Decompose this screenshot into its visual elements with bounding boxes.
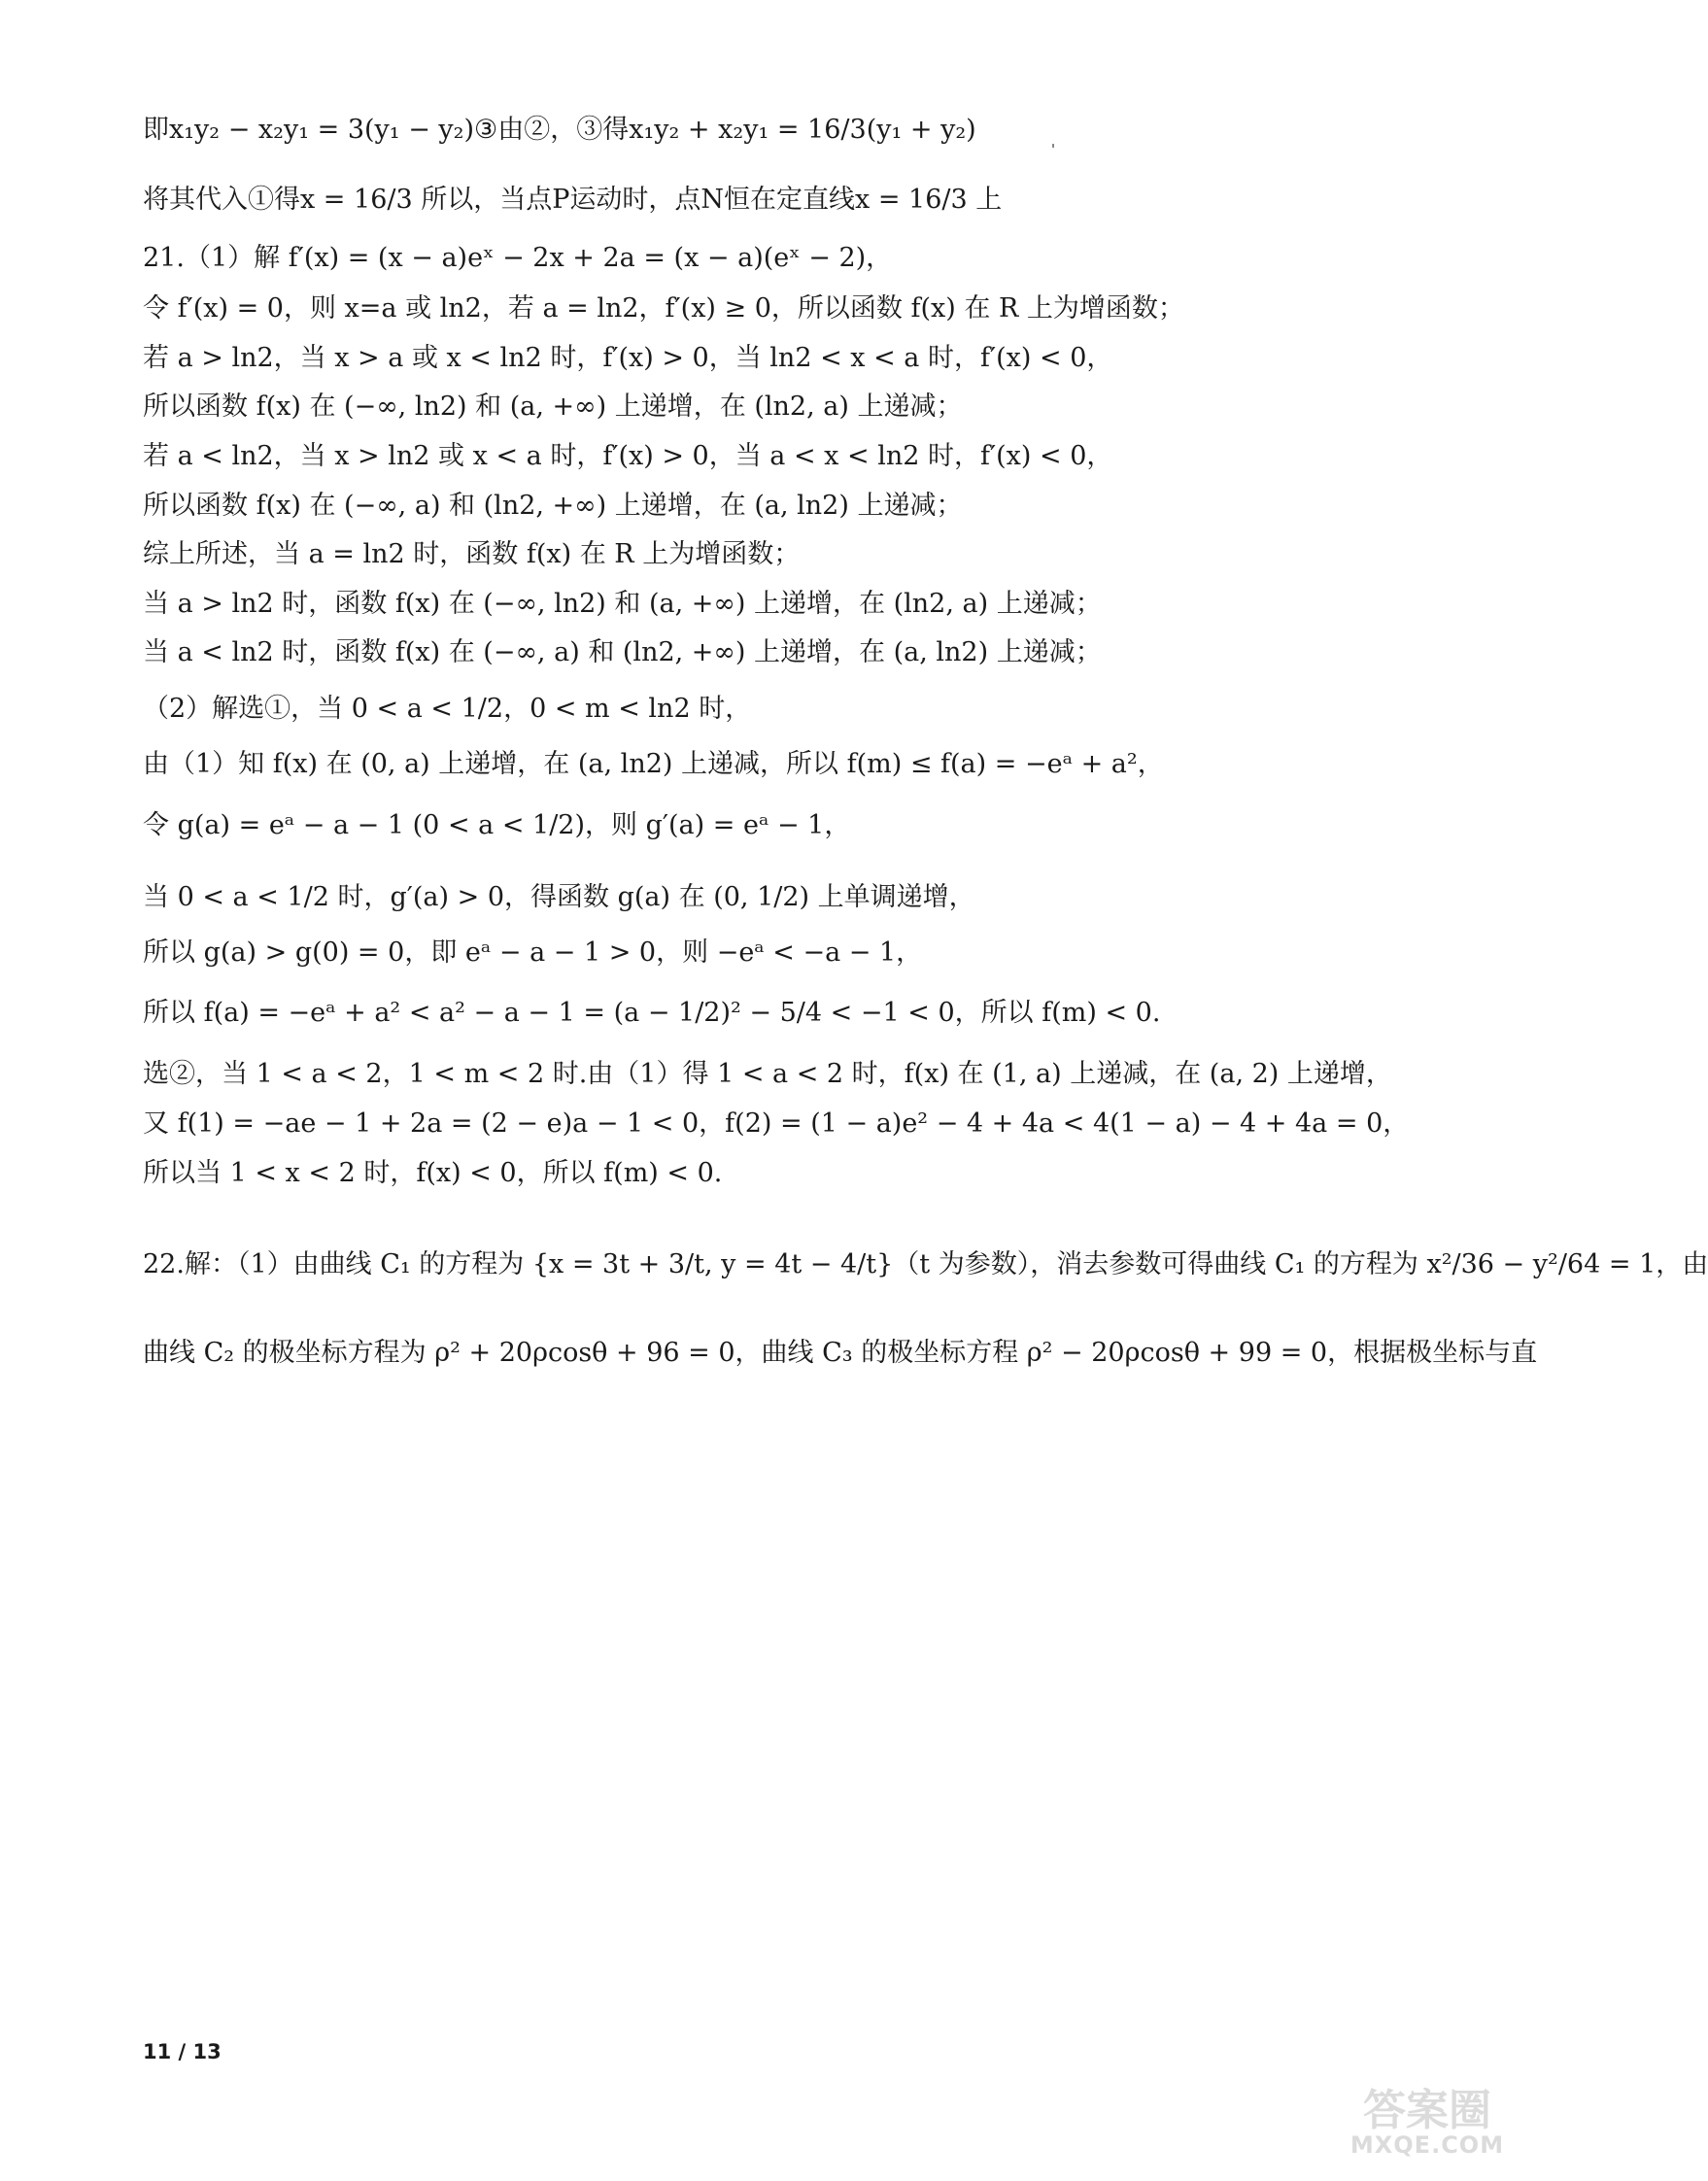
text-line: 令 g(a) = eᵃ − a − 1 (0 < a < 1/2)，则 g′(a) = eᵃ − 1，: [143, 810, 851, 840]
text-line: （2）解选①，当 0 < a < 1/2，0 < m < ln2 时，: [143, 694, 752, 724]
text-line: 22.解：（1）由曲线 C₁ 的方程为 {x = 3t + 3/t, y = 4t − 4/t}（t 为参数），消去参数可得曲线 C₁ 的方程为 x²/36 − y²/64 = 1，由: [143, 1249, 1708, 1279]
text-line: 所以函数 f(x) 在 (−∞, ln2) 和 (a, +∞) 上递增，在 (ln2, a) 上递减；: [143, 392, 963, 422]
text-line: 所以 f(a) = −eᵃ + a² < a² − a − 1 = (a − 1/2)² − 5/4 < −1 < 0，所以 f(m) < 0.: [143, 998, 1161, 1028]
text-line: 21.（1）解 f′(x) = (x − a)eˣ − 2x + 2a = (x − a)(eˣ − 2)，: [143, 243, 893, 273]
text-line: 综上所述，当 a = ln2 时，函数 f(x) 在 R 上为增函数；: [143, 539, 801, 569]
text-line: 所以当 1 < x < 2 时，f(x) < 0，所以 f(m) < 0.: [143, 1158, 723, 1188]
text-line: 所以函数 f(x) 在 (−∞, a) 和 (ln2, +∞) 上递增，在 (a, ln2) 上递减；: [143, 491, 963, 521]
text-line: 当 a > ln2 时，函数 f(x) 在 (−∞, ln2) 和 (a, +∞) 上递增，在 (ln2, a) 上递减；: [143, 589, 1102, 619]
text-line: 由（1）知 f(x) 在 (0, a) 上递增，在 (a, ln2) 上递减，所以 f(m) ≤ f(a) = −eᵃ + a²，: [143, 749, 1164, 779]
watermark-bottom: MXQE.COM: [1349, 2131, 1505, 2159]
text-line: 令 f′(x) = 0，则 x=a 或 ln2，若 a = ln2，f′(x) ≥ 0，所以函数 f(x) 在 R 上为增函数；: [143, 293, 1184, 324]
text-line: 即x₁y₂ − x₂y₁ = 3(y₁ − y₂)③由②，③得x₁y₂ + x₂y₁ = 16/3(y₁ + y₂): [143, 115, 976, 145]
text-line: 当 0 < a < 1/2 时，g′(a) > 0，得函数 g(a) 在 (0, 1/2) 上单调递增，: [143, 882, 975, 912]
text-line: 将其代入①得x = 16/3 所以，当点P运动时，点N恒在定直线x = 16/3 上: [143, 185, 1003, 215]
page-number: 11 / 13: [143, 2040, 222, 2063]
text-line: 当 a < ln2 时，函数 f(x) 在 (−∞, a) 和 (ln2, +∞) 上递增，在 (a, ln2) 上递减；: [143, 637, 1102, 667]
text-line: 又 f(1) = −ae − 1 + 2a = (2 − e)a − 1 < 0，f(2) = (1 − a)e² − 4 + 4a < 4(1 − a) − 4 + 4a = 0，: [143, 1108, 1410, 1139]
watermark-logo: [1330, 2075, 1524, 2167]
text-line: 若 a > ln2，当 x > a 或 x < ln2 时，f′(x) > 0，当 ln2 < x < a 时，f′(x) < 0，: [143, 343, 1113, 373]
text-line: 所以 g(a) > g(0) = 0，即 eᵃ − a − 1 > 0，则 −eᵃ < −a − 1，: [143, 937, 923, 968]
text-line: 选②，当 1 < a < 2，1 < m < 2 时.由（1）得 1 < a < 2 时，f(x) 在 (1, a) 上递减，在 (a, 2) 上递增，: [143, 1059, 1392, 1089]
text-line: 曲线 C₂ 的极坐标方程为 ρ² + 20ρcosθ + 96 = 0，曲线 C₃ 的极坐标方程 ρ² − 20ρcosθ + 99 = 0，根据极坐标与直: [143, 1338, 1538, 1368]
watermark-top: 答案圈: [1363, 2086, 1491, 2135]
text-line: 若 a < ln2，当 x > ln2 或 x < a 时，f′(x) > 0，当 a < x < ln2 时，f′(x) < 0，: [143, 441, 1113, 471]
